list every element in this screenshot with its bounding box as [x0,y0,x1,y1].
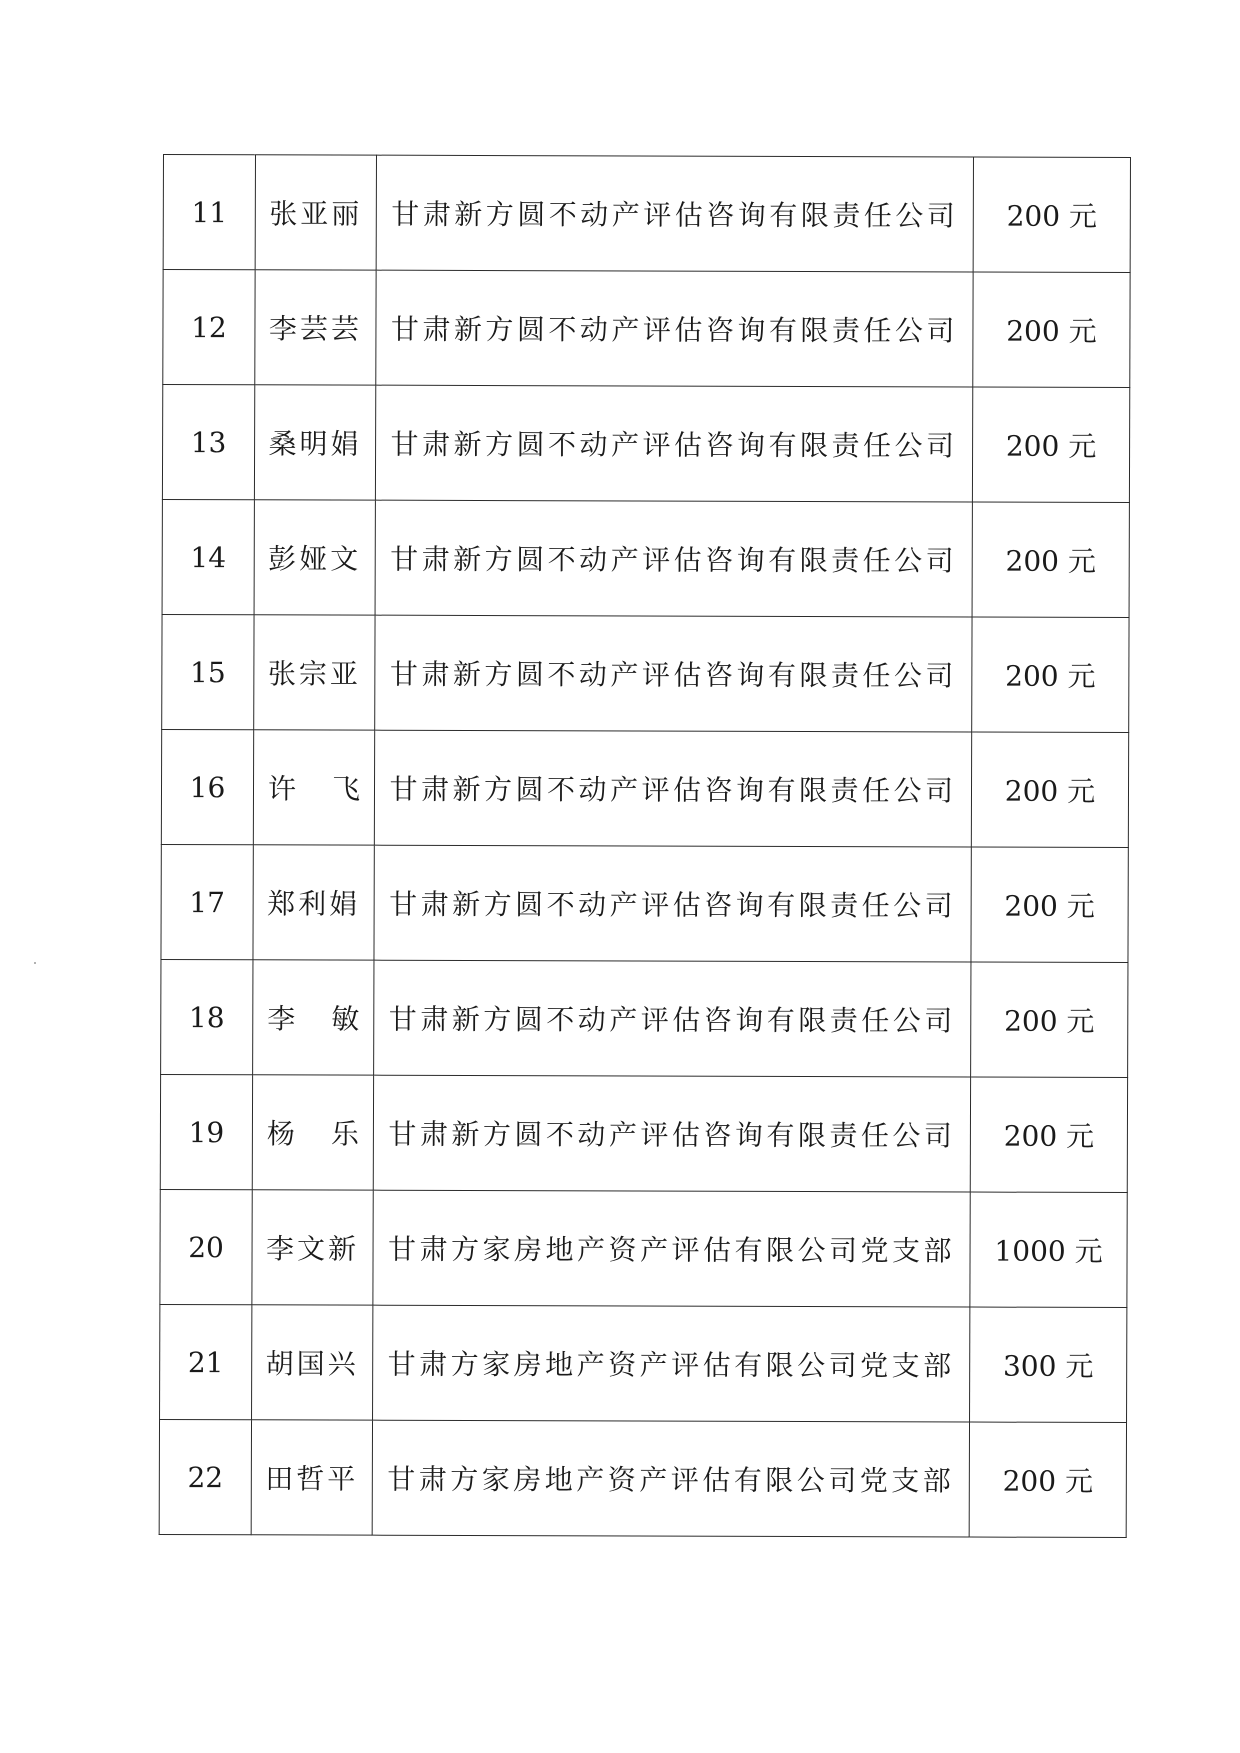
organization-name: 甘肃新方圆不动产评估咨询有限责任公司 [374,845,971,962]
row-number: 21 [160,1304,252,1419]
donor-name-text: 杨 乐 [266,1117,359,1151]
donation-amount: 200 元 [972,617,1129,732]
row-number: 13 [162,385,254,500]
row-number: 11 [163,155,255,270]
donation-amount: 200 元 [972,502,1129,617]
table-row [160,1189,1127,1307]
donor-name [252,1075,373,1190]
table-row [161,729,1128,847]
donor-name: 田哲平 [251,1420,372,1535]
organization-name: 甘肃新方圆不动产评估咨询有限责任公司 [375,385,972,502]
donation-amount: 200 元 [971,847,1128,962]
donation-amount: 200 元 [973,272,1130,387]
organization-name: 甘肃方家房地产资产评估有限公司党支部 [372,1420,969,1537]
organization-name: 甘肃新方圆不动产评估咨询有限责任公司 [376,155,973,272]
row-number: 20 [160,1189,252,1304]
donor-name: 张亚丽 [255,155,376,270]
table-row [161,959,1128,1077]
donor-name: 胡国兴 [252,1305,373,1420]
scan-speck [34,962,36,964]
donor-name: 李芸芸 [255,270,376,385]
donation-amount: 200 元 [973,157,1130,272]
donor-name: 彭娅文 [254,500,375,615]
donation-amount: 200 元 [972,387,1129,502]
row-number: 22 [159,1419,251,1534]
row-number: 17 [161,844,253,959]
organization-name: 甘肃新方圆不动产评估咨询有限责任公司 [376,270,973,387]
row-number: 16 [161,729,253,844]
row-number: 12 [163,270,255,385]
donation-amount: 200 元 [970,1077,1127,1192]
donor-name: 桑明娟 [254,385,375,500]
table-row [159,1419,1126,1537]
donation-amount: 1000 元 [970,1192,1127,1307]
organization-name: 甘肃新方圆不动产评估咨询有限责任公司 [374,730,971,847]
organization-name: 甘肃新方圆不动产评估咨询有限责任公司 [375,500,972,617]
donor-name: 郑利娟 [253,845,374,960]
donor-name-text: 许 飞 [267,772,361,806]
donation-amount: 200 元 [971,732,1128,847]
donation-amount: 200 元 [971,962,1128,1077]
organization-name: 甘肃方家房地产资产评估有限公司党支部 [373,1305,970,1422]
donation-amount: 200 元 [969,1422,1126,1537]
row-number: 18 [161,959,253,1074]
donor-name-text: 李 敏 [267,1002,360,1036]
donor-name [253,730,374,845]
table-row [161,844,1128,962]
table-row [163,270,1130,388]
donation-table [159,154,1131,1538]
table-row [162,385,1129,503]
table-row [162,499,1129,617]
table-row [160,1304,1127,1422]
donor-name: 张宗亚 [254,615,375,730]
table-body [159,155,1130,1538]
organization-name: 甘肃新方圆不动产评估咨询有限责任公司 [375,615,972,732]
table-row [160,1074,1127,1192]
donor-name: 李文新 [252,1190,373,1305]
table-row [163,155,1130,273]
donation-amount: 300 元 [970,1307,1127,1422]
row-number: 19 [160,1074,252,1189]
table-row [162,614,1129,732]
row-number: 14 [162,499,254,614]
organization-name: 甘肃新方圆不动产评估咨询有限责任公司 [374,960,971,1077]
donor-name [253,960,374,1075]
organization-name: 甘肃新方圆不动产评估咨询有限责任公司 [373,1075,970,1192]
organization-name: 甘肃方家房地产资产评估有限公司党支部 [373,1190,970,1307]
row-number: 15 [162,614,254,729]
